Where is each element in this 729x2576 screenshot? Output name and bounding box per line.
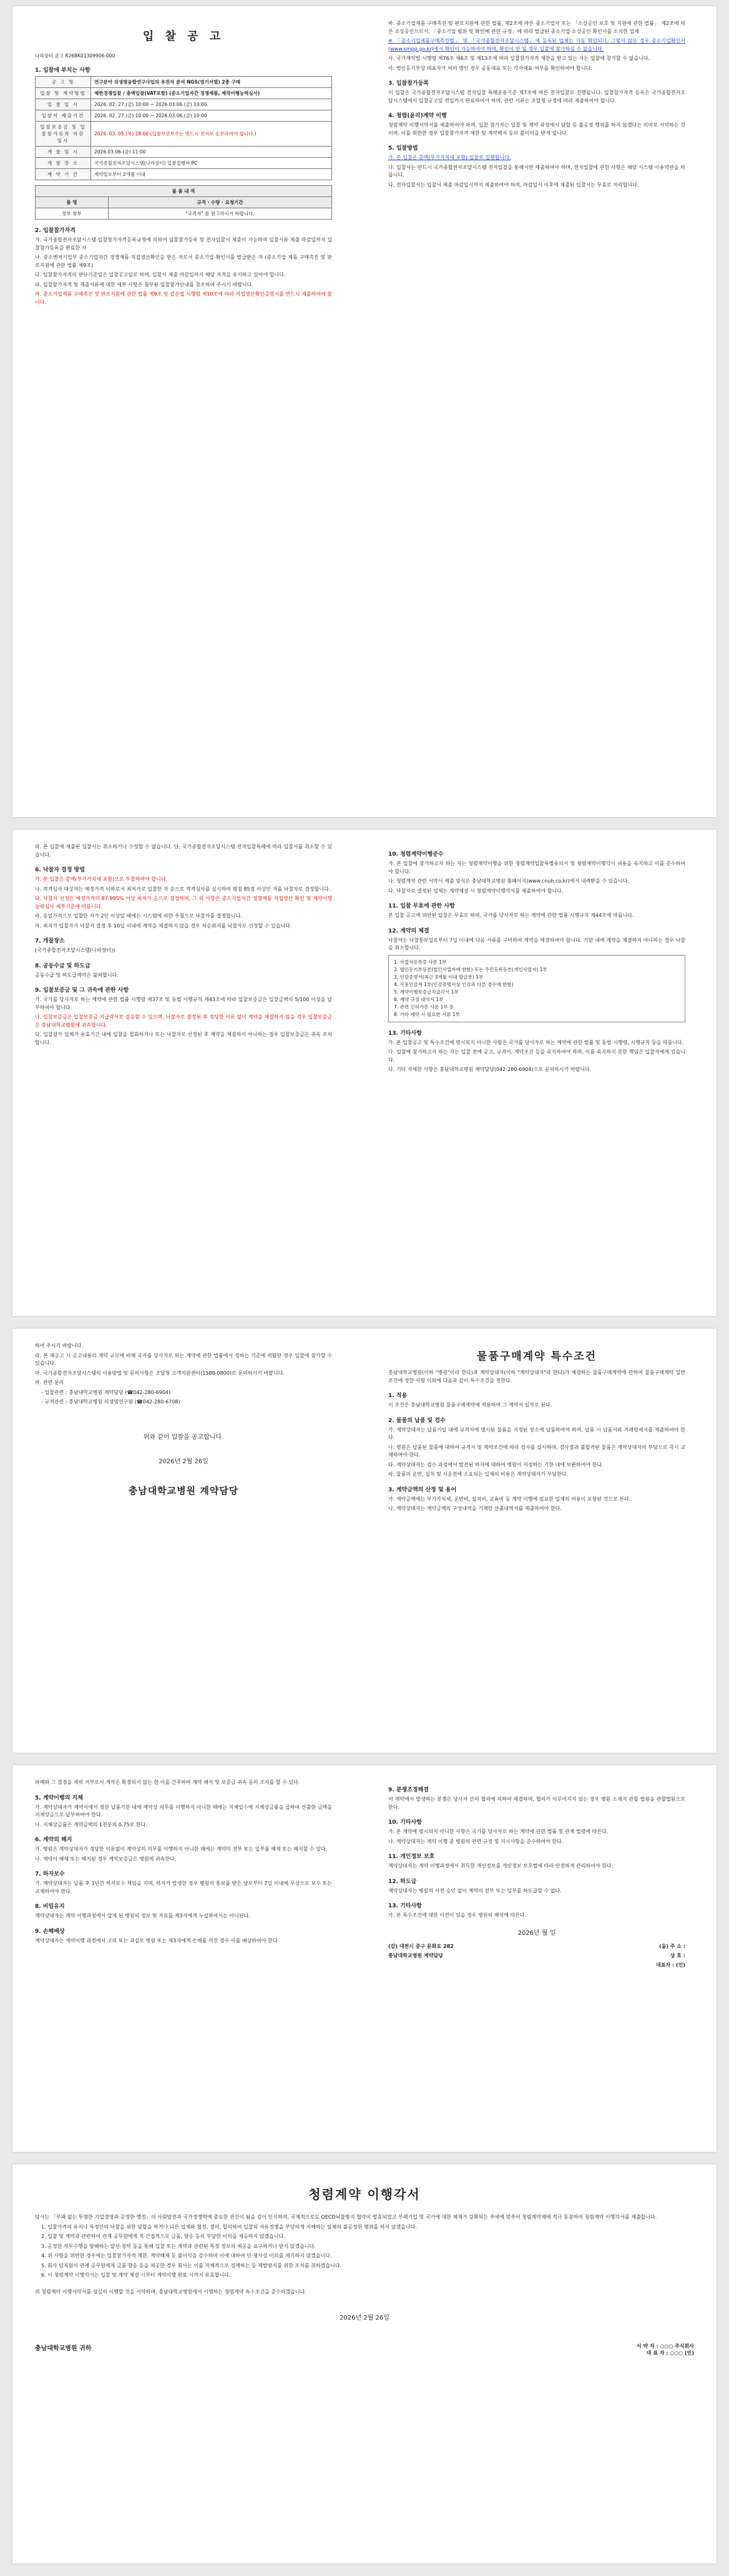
paragraph: 이 계약에서 발생하는 분쟁은 당사자 간의 협의에 의하여 해결하며, 협의가 이루어지지 않는 경우 병원 소재지 관할 법원을 관할법원으로 한다. — [388, 1796, 685, 1810]
paragraph: 라. 물품의 운반, 설치 및 시운전에 소요되는 일체의 비용은 계약상대자가 부담한다. — [388, 1471, 569, 1477]
bid-info-table — [35, 76, 332, 180]
pledge-item: 6. 이 청렴계약 이행각서는 입찰 및 계약 체결 시부터 계약이행 완료 시까지 유효합니다. — [41, 2272, 231, 2278]
paragraph: 다. 전자입찰서는 입찰서 제출 마감일시까지 제출하여야 하며, 마감일시 이후에 제출된 입찰서는 무효로 처리합니다. — [388, 182, 639, 188]
doc-item: 3. 인감증명서(최근 3개월 이내 발급분) 1부 — [394, 974, 484, 980]
paragraph: 다. 기타 자세한 사항은 충남대학교병원 계약담당(042-280-6904)으로 문의하시기 바랍니다. — [388, 1067, 592, 1072]
section-2-heading: 2. 입찰참가자격 — [35, 228, 76, 234]
table-row — [36, 147, 332, 158]
issuer-name: 충남대학교병원 계약담당 — [128, 1484, 239, 1496]
paragraph: 다. 입찰참가자격의 판단기준일은 입찰공고일로 하며, 입찰서 제출 마감일까지 해당 자격을 유지하고 있어야 합니다. — [35, 272, 286, 278]
section-4-heading: 4. 청렴(윤리)계약 이행 — [388, 113, 447, 119]
paragraph: 가. 계약금액에는 부가가치세, 운반비, 설치비, 교육비 등 계약 이행에 필요한 일체의 비용이 포함된 것으로 본다. — [388, 1496, 631, 1502]
section-3-heading: 3. 입찰참가등록 — [388, 80, 429, 87]
clause-heading: 5. 계약이행의 지체 — [35, 1794, 83, 1801]
paragraph: 가. 국가종합전자조달시스템 입찰참가자격등록규정에 의하여 입찰참가등록 및 전자입찰서 제출이 가능하며 입찰서류 제출 마감일까지 입찰참가등록을 완료한 자 — [35, 237, 332, 251]
paragraph: 나. 중소벤처기업부 중소기업자간 경쟁제품 직접생산확인을 받은 자로서 중소기업 확인서를 발급받은 자 (중소기업 제품 구매촉진 및 판로지원에 관한 법률 제9조) — [35, 254, 332, 268]
paragraph: 나. 계약상대자는 계약금액의 구성내역을 기재한 산출내역서를 제출하여야 한다. — [388, 1506, 562, 1511]
paragraph: 라. 입찰참가자격 및 제출서류에 대한 세부 사항은 첨부된 입찰참가안내를 참조하여 주시기 바랍니다. — [35, 281, 253, 288]
clause-heading: 6. 계약의 해지 — [35, 1837, 72, 1843]
row-value: 연구분야 의생명융합연구사업의 유전자 분석 NGS(염기서열) 2종 구매 — [91, 77, 332, 88]
paragraph: 나. 계약상대자는 계약 이행 중 병원의 관련 규정 및 지시사항을 준수하여야 한다. — [388, 1838, 564, 1844]
row-key: 입찰서 제출기간 — [36, 110, 91, 122]
pledge-item: 1. 입찰가격의 유지나 특정인의 낙찰을 위한 담합을 하거나 다른 업체와 협정, 결의, 합의하여 입찰의 자유경쟁을 부당하게 저해하는 일체의 불공정한 행위를 하지 않겠습니다. — [41, 2224, 417, 2230]
paragraph: 가. 본 입찰은 총액(부가가치세 포함) 입찰로 집행합니다. — [388, 155, 511, 160]
clause-heading: 1. 적용 — [388, 1393, 408, 1399]
paragraph: 충남대학교병원(이하 "병원"이라 한다)과 계약상대자(이하 "계약상대자"라 한다)가 체결하는 물품구매계약에 관하여 물품구매계약 일반조건에 정한 사항 이외에 다음과 같이 특수조건을 정한다. — [388, 1370, 685, 1383]
paragraph: 가. 본 입찰공고 및 특수조건에 명시되지 아니한 사항은 국가를 당사자로 하는 계약에 관한 법률 및 동법 시행령, 시행규칙 등을 따릅니다. — [388, 1039, 684, 1045]
party-a-address: (갑) 대전시 중구 문화로 282 — [388, 1943, 454, 1949]
party-b-representative: 대표자 : — [655, 1962, 675, 1968]
row-value: 2026. 02. 27.(금) 10:00 ~ 2026.03.06.(금) 10:00 — [91, 110, 332, 122]
doc-item: 8. 기타 계약 시 필요한 서류 1부 — [394, 1011, 460, 1017]
notice-title: 입 찰 공 고 — [142, 30, 225, 43]
clause-heading: 10. 기타사항 — [388, 1819, 422, 1826]
paragraph: 가. 본 입찰에 참가하고자 하는 자는 청렴계약이행을 위한 청렴계약입찰특별유의서 및 청렴계약이행각서 내용을 숙지하고 이를 준수하여야 합니다. — [388, 861, 685, 874]
party-a-org: 충남대학교병원 계약담당 — [388, 1952, 443, 1959]
table-row — [36, 99, 332, 110]
section-5-heading: 5. 입찰방법 — [388, 145, 418, 152]
special-conditions-title: 물품구매계약 특수조건 — [476, 1350, 597, 1363]
paragraph: 본 입찰 공고에 위반된 입찰은 무효로 하며, 국가를 당사자로 하는 계약에 관한 법률 시행규칙 제44조에 따릅니다. — [388, 913, 634, 918]
section-9-heading: 9. 입찰보증금 및 그 귀속에 관한 사항 — [35, 987, 129, 994]
paragraph: 가. 계약상대자가 계약서에서 정한 납품기한 내에 계약상 의무를 이행하지 아니한 때에는 지체일수에 지체상금률을 곱하여 산출한 금액을 지체상금으로 납부하여야 한다. — [35, 1804, 332, 1818]
doc-item: 7. 관련 인허가증 사본 1부 등 — [394, 1004, 454, 1010]
page-3 — [12, 1329, 717, 1753]
row-key: 계 약 기 간 — [36, 169, 91, 180]
row-value: 2026. 03. 05.(목) 18:00 (입찰보증보수는 반드시 전자로 송부하여야 합니다.) — [91, 122, 332, 147]
page-3-left-column — [21, 1329, 346, 1511]
table-row — [36, 110, 332, 122]
paragraph: 나. 지체상금률은 계약금액의 1천분의 0.75로 한다. — [35, 1821, 147, 1828]
doc-item: 5. 계약이행보증금지급각서 1부 — [394, 989, 459, 995]
pledge-recipient: 충남대학교병원 귀하 — [35, 2345, 92, 2352]
table-row — [36, 88, 332, 99]
clause-heading: 3. 계약금액의 산정 및 용어 — [388, 1486, 457, 1493]
page-4-right-column — [374, 1765, 699, 1985]
pledger-company: 서 약 자 : ○○○ 주식회사 — [636, 2343, 694, 2349]
seal-mark: (인) — [675, 1962, 685, 1968]
page-2-right-column — [374, 830, 699, 1090]
notice-date: 2026년 2월 26일 — [159, 1458, 208, 1465]
paragraph: 나. 입찰서는 반드시 국가종합전자조달시스템 전자입찰을 통해서만 제출하여야 하며, 전자입찰에 관한 사항은 해당 시스템 이용약관을 따릅니다. — [388, 164, 685, 178]
paragraph: 바. 관련 문의 — [35, 1380, 64, 1385]
clause-heading: 7. 하자보수 — [35, 1871, 65, 1877]
notice-number: 나라장터 공고 R26BK01309906-000 — [35, 53, 115, 59]
pledge-item: 3. 공정한 직무수행을 방해하는 알선·청탁 등을 통해 입찰 또는 계약과 관련된 특정 정보의 제공을 요구하거나 받지 않겠습니다. — [41, 2243, 316, 2249]
paragraph: 계약상대자는 계약 이행과정에서 취득한 개인정보를 개인정보 보호법에 따라 안전하게 관리하여야 한다. — [388, 1863, 614, 1869]
row-value: 계약일로부터 2개월 이내 — [91, 169, 332, 180]
goods-head-name: 품 명 — [36, 197, 109, 208]
clause-heading: 9. 손해배상 — [35, 1928, 65, 1935]
goods-head-spec: 규격 · 수량 · 요청기간 — [108, 197, 331, 208]
row-value: 제한경쟁입찰 / 총액입찰(VAT포함) (중소기업자간 경쟁제품, 제작이행능력심사) — [91, 88, 332, 99]
row-key: 입 찰 일 시 — [36, 99, 91, 110]
pledge-item: 2. 입찰 및 계약과 관련하여 관계 공무원에게 직·간접적으로 금품, 향응 등의 부당한 이익을 제공하지 않겠습니다. — [41, 2234, 285, 2239]
page-2 — [12, 830, 717, 1316]
clause-heading: 9. 분쟁조정해결 — [388, 1787, 429, 1793]
paragraph: 다. 계약상대자는 검수 과정에서 발견된 하자에 대하여 병원이 지정하는 기한 내에 보완하여야 한다. — [388, 1461, 604, 1468]
row-value: 2026. 02. 27.(금) 10:00 ~ 2026.03.06.(금) 10:00 — [91, 99, 332, 110]
paragraph: 가. 본 특수조건에 대한 이견이 있을 경우 병원의 해석에 따른다. — [388, 1912, 527, 1918]
goods-caption: 물 품 내 역 — [36, 186, 332, 197]
paragraph: 가. 계약상대자는 납품기일 내에 규격서에 명시된 물품을 지정된 장소에 납품하여야 하며, 납품 시 납품서와 거래명세서를 제출하여야 한다. — [388, 1426, 685, 1440]
paragraph: 라. 본 입찰에 제출된 입찰서는 취소하거나 수정할 수 없습니다. 단, 국가종합전자조달시스템 전자입찰특례에 따라 입찰서를 취소할 수 있습니다. — [35, 844, 332, 858]
contact-line: - 규격관련 : 충남대학교병원 의생명연구원 (☎042-280-6708) — [41, 1399, 180, 1405]
row-key: 개 찰 일 시 — [36, 147, 91, 158]
pledge-item: 5. 회사 임직원이 관계 공무원에게 금품·향응 등을 제공한 경우 회사는 이를 자체적으로 징계하는 등 재발방지를 위한 조치를 취하겠습니다. — [41, 2262, 341, 2269]
paragraph: 이 조건은 충남대학교병원 물품구매계약에 적용하며 그 계약서 일부로 된다. — [388, 1402, 552, 1408]
pledge-intro: 당사는 「부패 없는 투명한 기업경영과 공정한 행정」이 사회발전과 국가경쟁력에 중요한 관건이 됨을 깊이 인식하며, 국제적으로도 OECD뇌물방지 협약이 발효되었고 부패기업 및 국가에 대한 제재가 강화되는 추세에 맞추어 청렴계약제에 적극 동참하여 청렴계약 이행각서를 제출합니다. — [35, 2214, 657, 2220]
paragraph: 낙찰자는 낙찰통보일로부터 7일 이내에 다음 서류를 구비하여 계약을 체결하여야 합니다. 기한 내에 계약을 체결하지 아니하는 경우 낙찰을 취소합니다. — [388, 937, 685, 951]
paragraph: 사. 국가계약법 시행령 제76조 제6조 및 제13조에 따라 입찰참가자격 제한을 받고 있는 자는 입찰에 참가할 수 없습니다. — [388, 56, 650, 61]
pledge-title: 청렴계약 이행각서 — [308, 2187, 421, 2202]
page-3-right-column — [374, 1329, 699, 1529]
goods-table — [35, 185, 332, 220]
clause-heading: 11. 개인정보 보호 — [388, 1854, 435, 1860]
pledge-item: 4. 위 사항을 위반한 경우에는 입찰참가자격 제한, 계약해제 등 불이익을 감수하며 이에 대하여 민·형사상 이의를 제기하지 않겠습니다. — [41, 2253, 332, 2259]
clause-heading: 8. 비밀유지 — [35, 1904, 65, 1910]
contact-line: - 입찰관련 : 충남대학교병원 계약담당 (☎042-280-6904) — [41, 1389, 171, 1395]
pledge-closing: 위 청렴계약 이행서약서를 성실히 이행할 것을 서약하며, 충남대학교병원에서 시행하는 청렴계약 특수조건을 준수하겠습니다. — [35, 2288, 306, 2295]
section-11-heading: 11. 입찰 무효에 관한 사항 — [388, 903, 455, 909]
page-1-left-column — [21, 6, 346, 322]
party-b-company: 상 호 : — [670, 1952, 685, 1959]
page-1 — [12, 6, 717, 817]
paragraph: 이 입찰은 국가종합전자조달시스템 전자입찰 특례운용기준 제7조에 따른 전자입찰로 진행됩니다. 입찰참가자격 등록은 국가종합전자조달시스템에서 입찰공고일 전일까지 완료하여야 하며, 관련 서류는 조달청 규정에 따라 제출하여야 합니다. — [388, 90, 685, 104]
page-2-left-column — [21, 830, 346, 1062]
paragraph: 나. 청렴계약 관련 서약서 제출 양식은 충남대학교병원 홈페이지(www.cnuh.co.kr)에서 내려받을 수 있습니다. — [388, 878, 629, 884]
row-key: 입찰 및 계약방법 — [36, 88, 91, 99]
page-1-right-column — [374, 6, 699, 205]
section-13-heading: 13. 기타사항 — [388, 1030, 422, 1037]
paragraph: 마. 최저가 입찰자가 낙찰자 결정 후 10일 이내에 계약을 체결하지 않을 경우 차순위자를 낙찰자로 선정할 수 있습니다. — [35, 922, 292, 929]
paragraph: 계약상대자는 계약 이행과정에서 알게 된 병원의 정보 및 자료를 제3자에게 누설하여서는 아니된다. — [35, 1913, 250, 1919]
clause-heading: 13. 기타사항 — [388, 1903, 422, 1909]
doc-item: 2. 법인등기부등본(법인사업자에 한함) 또는 주민등록등본(개인사업자) 1부 — [394, 966, 547, 972]
paragraph: 가. 본 계약에 명시되지 아니한 사항은 국가를 당사자로 하는 계약에 관한 법률 및 관계 법령에 따른다. — [388, 1829, 609, 1834]
paragraph: 계약상대자는 계약이행 과정에서 고의 또는 과실로 병원 또는 제3자에게 손해를 끼친 경우 이를 배상하여야 한다. — [35, 1937, 279, 1944]
paragraph: 다. 낙찰자 선정은 예정가격의 87.995% 이상 최저가 순으로 결정하며, 그 외 사항은 중소기업자간 경쟁제품 직접생산 확인 및 계약이행능력심사 세부기준에 따릅니다. — [35, 896, 332, 909]
table-row — [36, 122, 332, 147]
paragraph: 가. 계약상대자는 납품 후 1년간 하자보수 책임을 지며, 하자가 발생한 경우 병원의 통보를 받은 날로부터 7일 이내에 무상으로 보수 또는 교체하여야 한다. — [35, 1881, 332, 1894]
clause-heading: 12. 하도급 — [388, 1878, 417, 1885]
paragraph: ※ 「중소기업제품구매촉진법」 및 「국가종합전자조달시스템」에 등록된 업체는 자동 확인되나, 그렇지 않은 경우 중소기업확인서(www.smpp.go.kr)에서 확인이 가능하여야 하며, 확인이 안 될 경우 입찰에 참가하실 수 없습니다. — [388, 38, 685, 52]
paragraph: 하여 주시기 바랍니다. — [35, 1343, 84, 1349]
paragraph: 라. 동일가격으로 입찰한 자가 2인 이상일 때에는 시스템에 의한 추첨으로 낙찰자를 결정합니다. — [35, 913, 242, 919]
paragraph: 마. 중소기업제품 구매촉진 및 판로지원에 관한 법률 제9조 및 같은법 시행령 제10조에 따라 직접생산확인증명서를 반드시 제출하여야 합니다. — [35, 291, 332, 305]
table-row — [36, 77, 332, 88]
paragraph: 다. 낙찰자로 결정된 업체는 계약체결 시 청렴계약이행각서를 제출하여야 합니다. — [388, 888, 564, 894]
goods-name: 장부 첨부 — [36, 208, 109, 220]
paragraph: 나. 입찰에 참가하고자 하는 자는 입찰 전에 공고, 규격서, 계약조건 등을 숙지하여야 하며, 이를 숙지하지 못한 책임은 입찰자에게 있습니다. — [388, 1049, 685, 1063]
paragraph: 나. 계약이 해제 또는 해지된 경우 계약보증금은 병원에 귀속한다. — [35, 1856, 177, 1862]
paragraph: (국가종합전자조달시스템(나라장터)) — [35, 947, 115, 953]
page-4-left-column — [21, 1765, 346, 1960]
contract-date: 2026년 월 일 — [517, 1929, 556, 1937]
row-value: 2026.03.06.(금) 11:00 — [91, 147, 332, 158]
table-row — [36, 158, 332, 169]
paragraph: 라. 본 재공고 시 공고내용의 계약 규모에 비해 국가를 당사자로 하는 계약에 관한 법률에서 정하는 기준에 적합한 경우 입찰에 참가할 수 있습니다. — [35, 1352, 332, 1366]
paragraph: 파례와 그 결정을 제의 거부로서 계약은 확정되지 않는 한 이를 간주하며 계약 해지 및 보증금 귀속 등의 조치를 할 수 있다. — [35, 1779, 300, 1785]
pledge-date: 2026년 2월 26일 — [340, 2315, 389, 2322]
pledger-representative: 대 표 자 : ○○○ (인) — [646, 2350, 694, 2356]
section-1-heading: 1. 입찰에 부치는 사항 — [35, 67, 91, 74]
section-8-heading: 8. 공동수급 및 하도급 — [35, 962, 91, 969]
paragraph: 공동수급 및 하도급계약은 불허합니다. — [35, 972, 119, 978]
doc-item: 6. 계약 규정 내역서 1부 — [394, 996, 444, 1002]
table-row — [36, 208, 332, 220]
doc-item: 1. 사업자등록증 사본 1부 — [394, 959, 447, 965]
section-10-heading: 10. 청렴계약이행준수 — [388, 851, 444, 858]
paragraph: 다. 입찰참가 업체가 유효기간 내에 입찰을 철회하거나 또는 낙찰자로 선정된 후 계약을 체결하지 아니하는 경우 입찰보증금은 귀속 조치합니다. — [35, 1032, 332, 1045]
row-key: 입찰보증금 및 입찰참가등록 마감일시 — [36, 122, 91, 147]
paragraph: 계약상대자는 병원의 사전 승인 없이 계약의 전부 또는 일부를 하도급할 수 없다. — [388, 1887, 562, 1894]
paragraph: 가. 병원은 계약상대자가 정당한 이유없이 계약상의 의무를 이행하지 아니한 때에는 계약의 전부 또는 일부를 해제 또는 해지할 수 있다. — [35, 1846, 328, 1852]
paragraph: 가. 국가를 당사자로 하는 계약에 관한 법률 시행령 제37조 및 동법 시행규칙 제43조에 따라 입찰보증금은 입찰금액의 5/100 이상을 납부하여야 합니다. — [35, 997, 332, 1010]
section-7-heading: 7. 개찰장소 — [35, 938, 65, 944]
table-row — [36, 169, 332, 180]
section-12-heading: 12. 계약의 체결 — [388, 927, 429, 934]
row-value: 국가종합전자조달시스템(나라장터) 입찰집행자 PC — [91, 158, 332, 169]
page-5 — [12, 2164, 717, 2564]
required-documents-box — [388, 955, 685, 1022]
integrity-pledge — [35, 2179, 694, 2356]
page-4 — [12, 1765, 717, 2152]
doc-item: 4. 사용인감계 1부(인감증명서상 인감과 다른 경우에 한함) — [394, 981, 514, 987]
paragraph: 나. 입찰보증금은 입찰보증금 지급각서로 갈음할 수 있으며, 낙찰자로 결정된 후 정당한 이유 없이 계약을 체결하지 않을 경우 입찰보증금은 충남대학교병원에 귀속합니다. — [35, 1014, 332, 1028]
paragraph: 청렴계약 이행서약서를 제출하여야 하며, 입찰 참가자는 입찰 및 계약 과정에서 담합 등 불공정 행위를 하지 않겠다는 의미로 서약하는 것이며, 이를 위반한 경우 입찰참가자격 제한 및 계약해지 등의 불이익을 받게 됩니다. — [388, 122, 685, 136]
paragraph: 나. 병원은 납품된 물품에 대하여 규격서 및 계약조건에 따라 검사를 실시하며, 검사결과 불합격된 물품은 계약상대자의 부담으로 즉시 교체하여야 한다. — [388, 1444, 685, 1458]
paragraph: 가. 본 입찰은 총액(부가가치세 포함)으로 투찰하여야 합니다. — [35, 876, 168, 882]
party-b-address: (을) 주 소 : — [658, 1943, 685, 1949]
paragraph: 마. 국가종합전자조달시스템의 이용방법 및 문의사항은 조달청 고객지원센터(1588-0800)로 문의하시기 바랍니다. — [35, 1370, 285, 1376]
paragraph: 나. 적격심사 대상자는 예정가격 이하로서 최저가로 입찰한 자 순으로 적격심사를 실시하여 평점 85점 이상인 자를 낙찰자로 결정합니다. — [35, 886, 331, 892]
row-key: 개 찰 장 소 — [36, 158, 91, 169]
section-6-heading: 6. 낙찰자 결정 방법 — [35, 867, 85, 873]
row-key: 공 고 명 — [36, 77, 91, 88]
clause-heading: 2. 물품의 납품 및 검수 — [388, 1417, 446, 1424]
paragraph: 아. 법인등기부상 대표자가 여러 명인 경우 공동대표 또는 각자대표 여부를 확인하여야 합니다. — [388, 65, 592, 71]
goods-spec: "규격서" 를 참고하시기 바랍니다. — [108, 208, 331, 220]
paragraph: 바. 중소기업제품 구매촉진 및 판로지원에 관한 법률, 제2조에 따른 중소기업자 또는 「소상공인 보호 및 지원에 관한 법률」 제2조에 따른 소상공인으로서, 「중소기업 범위 및 확인에 관한 규정」에 따라 발급된 중소기업·소상공인 확인서를 소지한 업체 — [388, 21, 685, 34]
closing-text: 위와 같이 입찰을 공고합니다. — [143, 1433, 224, 1441]
